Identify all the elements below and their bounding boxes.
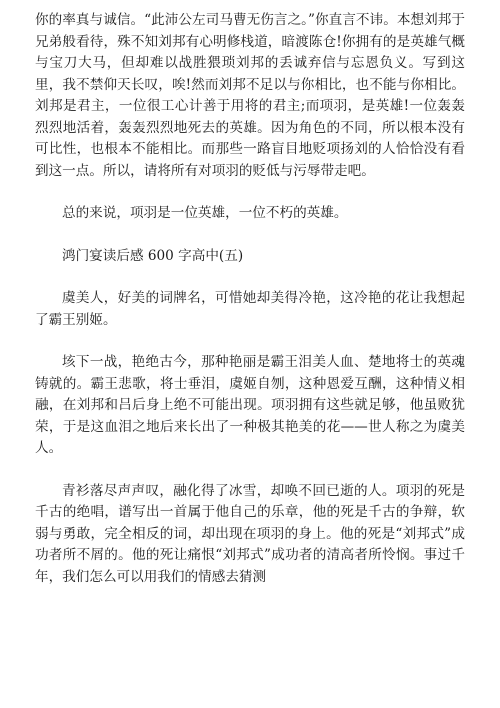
paragraph-spacer [35,267,465,288]
paragraph-liu-xiang-comparison: 你的率真与诚信。“此沛公左司马曹无伤言之。”你直言不讳。本想刘邦于兄弟般看待，殊不知刘邦有心明修栈道，暗渡陈仓!你拥有的是英雄气概与宝刀大马，但却难以战胜猥琐刘邦的丢诚弃信与忘恩负义。写到这里，我不禁仰天长叹，唉!然而刘邦不足以与你相比，也不能与你相比。刘邦是君主，一位很工心计善于用将的君主;而项羽，是英雄!一位轰轰烈烈地活着，轰轰烈烈地死去的英雄。因为角色的不同，所以根本没有可比性，也根本不能相比。而那些一路盲目地贬项扬刘的人恰恰没有看到这一点。所以，请将所有对项羽的贬低与污辱带走吧。 [35,12,465,179]
document-page [35,10,465,588]
paragraph-spacer [35,225,465,246]
paragraph-yu-meiren: 虞美人，好美的词牌名，可惜她却美得冷艳，这冷艳的花让我想起了霸王别姬。 [35,290,465,328]
paragraph-gaixia-battle: 垓下一战，艳绝古今，那种艳丽是霸王泪美人血、楚地将士的英魂铸就的。霸王悲歌，将士垂泪，虞姬自刎，这种恩爱互酬，这种情义相融，在刘邦和吕后身上绝不可能出现。项羽拥有这些就足够，他虽败犹荣，于是这血泪之地后来长出了一种极其艳美的花——世人称之为虞美人。 [35,354,465,456]
section-heading: 鸿门宴读后感 600 字高中(五) [62,247,244,264]
paragraph-spacer [35,182,465,203]
paragraph-spacer [35,460,465,481]
paragraph-spacer [35,331,465,352]
paragraph-xiang-yu-death: 青衫落尽声声叹，融化得了冰雪，却唤不回已逝的人。项羽的死是千古的绝唱，谱写出一首属于他自己的乐章，他的死是千古的争辩，软弱与勇敢，完全相反的词，却出现在项羽的身上。他的死是“刘邦式”成功者所不屑的。他的死让痛恨“刘邦式”成功者的清高者所怜悯。事过千年，我们怎么可以用我们的情感去猜测 [35,482,465,585]
paragraph-summary: 总的来说，项羽是一位英雄，一位不朽的英雄。 [62,205,348,221]
